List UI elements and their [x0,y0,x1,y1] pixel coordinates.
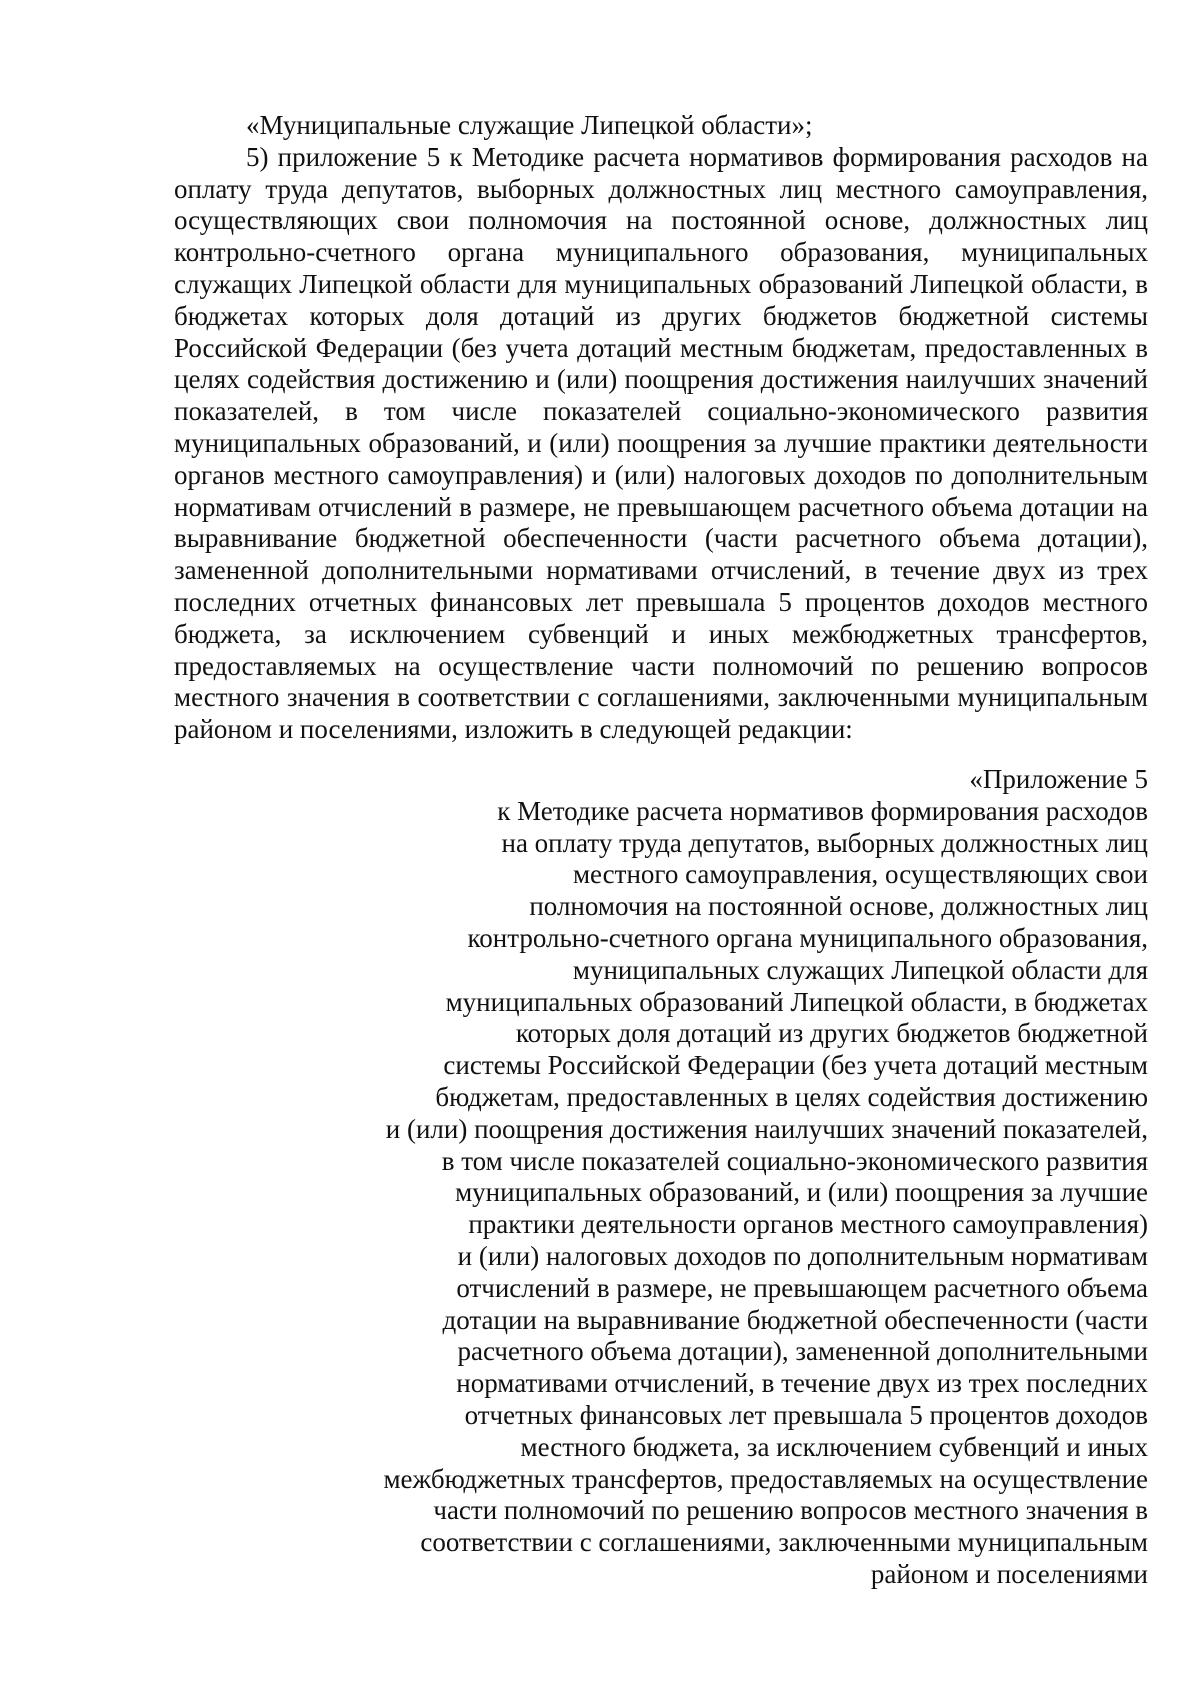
appendix-line: муниципальных служащих Липецкой области для [572,954,1148,985]
appendix-line: к Методике расчета нормативов формирования расходов [497,795,1148,826]
appendix-line: на оплату труда депутатов, выборных должностных лиц [501,827,1148,858]
appendix-caption [360,796,1148,1591]
appendix-title: «Приложение 5 [969,764,1148,794]
appendix-line: практики деятельности органов местного самоуправления) [468,1209,1148,1240]
appendix-line: которых доля дотаций из других бюджетов бюджетной [515,1018,1148,1049]
paragraph-5: 5) приложение 5 к Методике расчета нормативов формирования расходов на оплату труда депутатов, выборных должностных лиц местного самоуправления, осуществляющих свои полномочия на постоянной основе, должностных лиц контрольно-счетного органа муниципального образования, муниципальных служащих Липецкой области для муниципальных образований Липецкой области, в бюджетах которых доля дотаций из других бюджетов бюджетной системы Российской Федерации (без учета дотаций местным бюджетам, предоставленных в целях содействия достижению и (или) поощрения достижения наилучших значений показателей, в том числе показателей социально-экономического развития муниципальных образований, и (или) поощрения за лучшие практики деятельности органов местного самоуправления) и (или) налоговых доходов по дополнительным нормативам отчислений в размере, не превышающем расчетного объема дотации на выравнивание бюджетной обеспеченности (части расчетного объема дотации), замененной дополнительными нормативами отчислений, в течение двух из трех последних отчетных финансовых лет превышала 5 процентов доходов местного бюджета, за исключением субвенций и иных межбюджетных трансфертов, предоставляемых на осуществление части полномочий по решению вопросов местного значения в соответствии с соглашениями, заключенными муниципальным районом и поселениями, изложить в следующей редакции: [174,141,1148,745]
appendix-line: муниципальных образований Липецкой области, в бюджетах [445,986,1148,1017]
appendix-line: и (или) налоговых доходов по дополнительным нормативам [457,1240,1148,1271]
appendix-header [360,764,1148,1591]
document-body [174,110,1148,746]
appendix-line: местного бюджета, за исключением субвенций и иных [520,1431,1148,1462]
appendix-line: соответствии с соглашениями, заключенными муниципальным [420,1527,1148,1558]
appendix-line: муниципальных образований, и (или) поощрения за лучшие [455,1177,1148,1208]
appendix-line: системы Российской Федерации (без учета дотаций местным [443,1050,1148,1081]
appendix-line: дотации на выравнивание бюджетной обеспеченности (части [442,1304,1148,1335]
appendix-line: в том числе показателей социально-экономического развития [441,1145,1148,1176]
appendix-line: расчетного объема дотации), замененной дополнительными [457,1336,1148,1367]
appendix-line: отчислений в размере, не превышающем расчетного объема [456,1272,1148,1303]
appendix-line: отчетных финансовых лет превышала 5 процентов доходов [464,1399,1148,1430]
appendix-line: местного самоуправления, осуществляющих свои [572,859,1148,890]
appendix-line: части полномочий по решению вопросов местного значения в [433,1495,1148,1526]
appendix-line: и (или) поощрения достижения наилучших значений показателей, [385,1113,1148,1144]
appendix-line: районом и поселениями [870,1558,1148,1589]
appendix-line: бюджетам, предоставленных в целях содействия достижению [435,1081,1148,1112]
appendix-line: нормативами отчислений, в течение двух из трех последних [456,1368,1148,1399]
appendix-line: полномочия на постоянной основе, должностных лиц [529,891,1148,922]
appendix-line: межбюджетных трансфертов, предоставляемых на осуществление [383,1463,1148,1494]
appendix-line: контрольно-счетного органа муниципального образования, [467,922,1148,953]
quoted-line: «Муниципальные служащие Липецкой области»; [246,110,813,140]
